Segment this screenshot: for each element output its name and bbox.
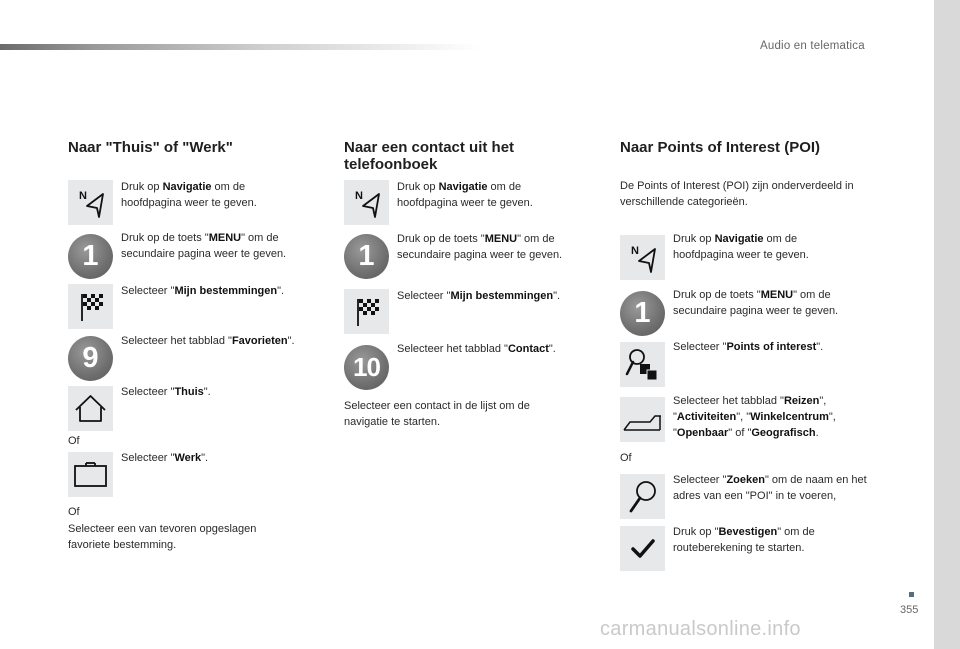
tab-icon (620, 397, 665, 442)
poi-search-icon (620, 342, 665, 387)
col2-step1-text: Druk op Navigatie om de hoofdpagina weer te geven. (397, 181, 533, 209)
col3-step4-text: Selecteer het tabblad "Reizen", "Activiteiten", "Winkelcentrum", "Openbaar" of "Geografisch. (673, 395, 836, 439)
step-number-badge: 9 (68, 336, 113, 381)
navigation-icon (620, 235, 665, 280)
checkered-flag-icon (344, 289, 389, 334)
col2-step3-text: Selecteer "Mijn bestemmingen". (397, 290, 561, 302)
navigation-icon (344, 180, 389, 225)
col2-final-text: Selecteer een contact in de lijst om de navigatie te starten. (344, 400, 530, 428)
navigation-icon (68, 180, 113, 225)
col1-step2-text: Druk op de toets "MENU" om de secundaire pagina weer te geven. (121, 232, 287, 260)
or-label: Of (68, 435, 80, 447)
search-icon (620, 474, 665, 519)
or-label: Of (68, 506, 80, 518)
watermark: carmanualsonline.info (600, 618, 801, 640)
col3-title: Naar Points of Interest (POI) (620, 139, 821, 156)
page-number: 355 (900, 604, 919, 616)
step-number-badge: 1 (68, 234, 113, 279)
col3-step6-text: Druk op "Bevestigen" om de routeberekening te starten. (673, 526, 815, 554)
briefcase-icon (68, 452, 113, 497)
step-number-badge: 10 (344, 345, 389, 390)
col3-intro-text: De Points of Interest (POI) zijn onderverdeeld in verschillende categorieën. (620, 180, 854, 208)
home-icon (68, 386, 113, 431)
col1-step4-text: Selecteer het tabblad "Favorieten". (121, 335, 295, 347)
col1-step1-text: Druk op Navigatie om de hoofdpagina weer te geven. (121, 181, 257, 209)
step-number-badge: 1 (344, 234, 389, 279)
col1-step5-text: Selecteer "Thuis". (121, 386, 211, 398)
col3-step5-text: Selecteer "Zoeken" om de naam en het adres van een "POI" in te voeren, (673, 474, 867, 502)
col1-step6-text: Selecteer "Werk". (121, 452, 209, 464)
svg-text:N: N (355, 190, 363, 202)
or-label: Of (620, 452, 632, 464)
top-gradient-bar (0, 44, 480, 50)
side-strip (934, 0, 960, 649)
header-title: Audio en telematica (760, 40, 865, 52)
step-number-badge: 1 (620, 291, 665, 336)
checkered-flag-icon (68, 284, 113, 329)
col2-step4-text: Selecteer het tabblad "Contact". (397, 343, 556, 355)
col3-step2-text: Druk op de toets "MENU" om de secundaire pagina weer te geven. (673, 289, 839, 317)
page-marker (909, 592, 914, 597)
col2-step2-text: Druk op de toets "MENU" om de secundaire pagina weer te geven. (397, 233, 563, 261)
col2-title: Naar een contact uit het telefoonboek (344, 139, 515, 173)
col1-final-text: Selecteer een van tevoren opgeslagen favoriete bestemming. (68, 523, 257, 551)
col3-step1-text: Druk op Navigatie om de hoofdpagina weer te geven. (673, 233, 809, 261)
svg-text:N: N (631, 245, 639, 257)
checkmark-icon (620, 526, 665, 571)
svg-text:N: N (79, 190, 87, 202)
col1-title: Naar "Thuis" of "Werk" (68, 139, 233, 156)
col3-step3-text: Selecteer "Points of interest". (673, 341, 824, 353)
col1-step3-text: Selecteer "Mijn bestemmingen". (121, 285, 285, 297)
